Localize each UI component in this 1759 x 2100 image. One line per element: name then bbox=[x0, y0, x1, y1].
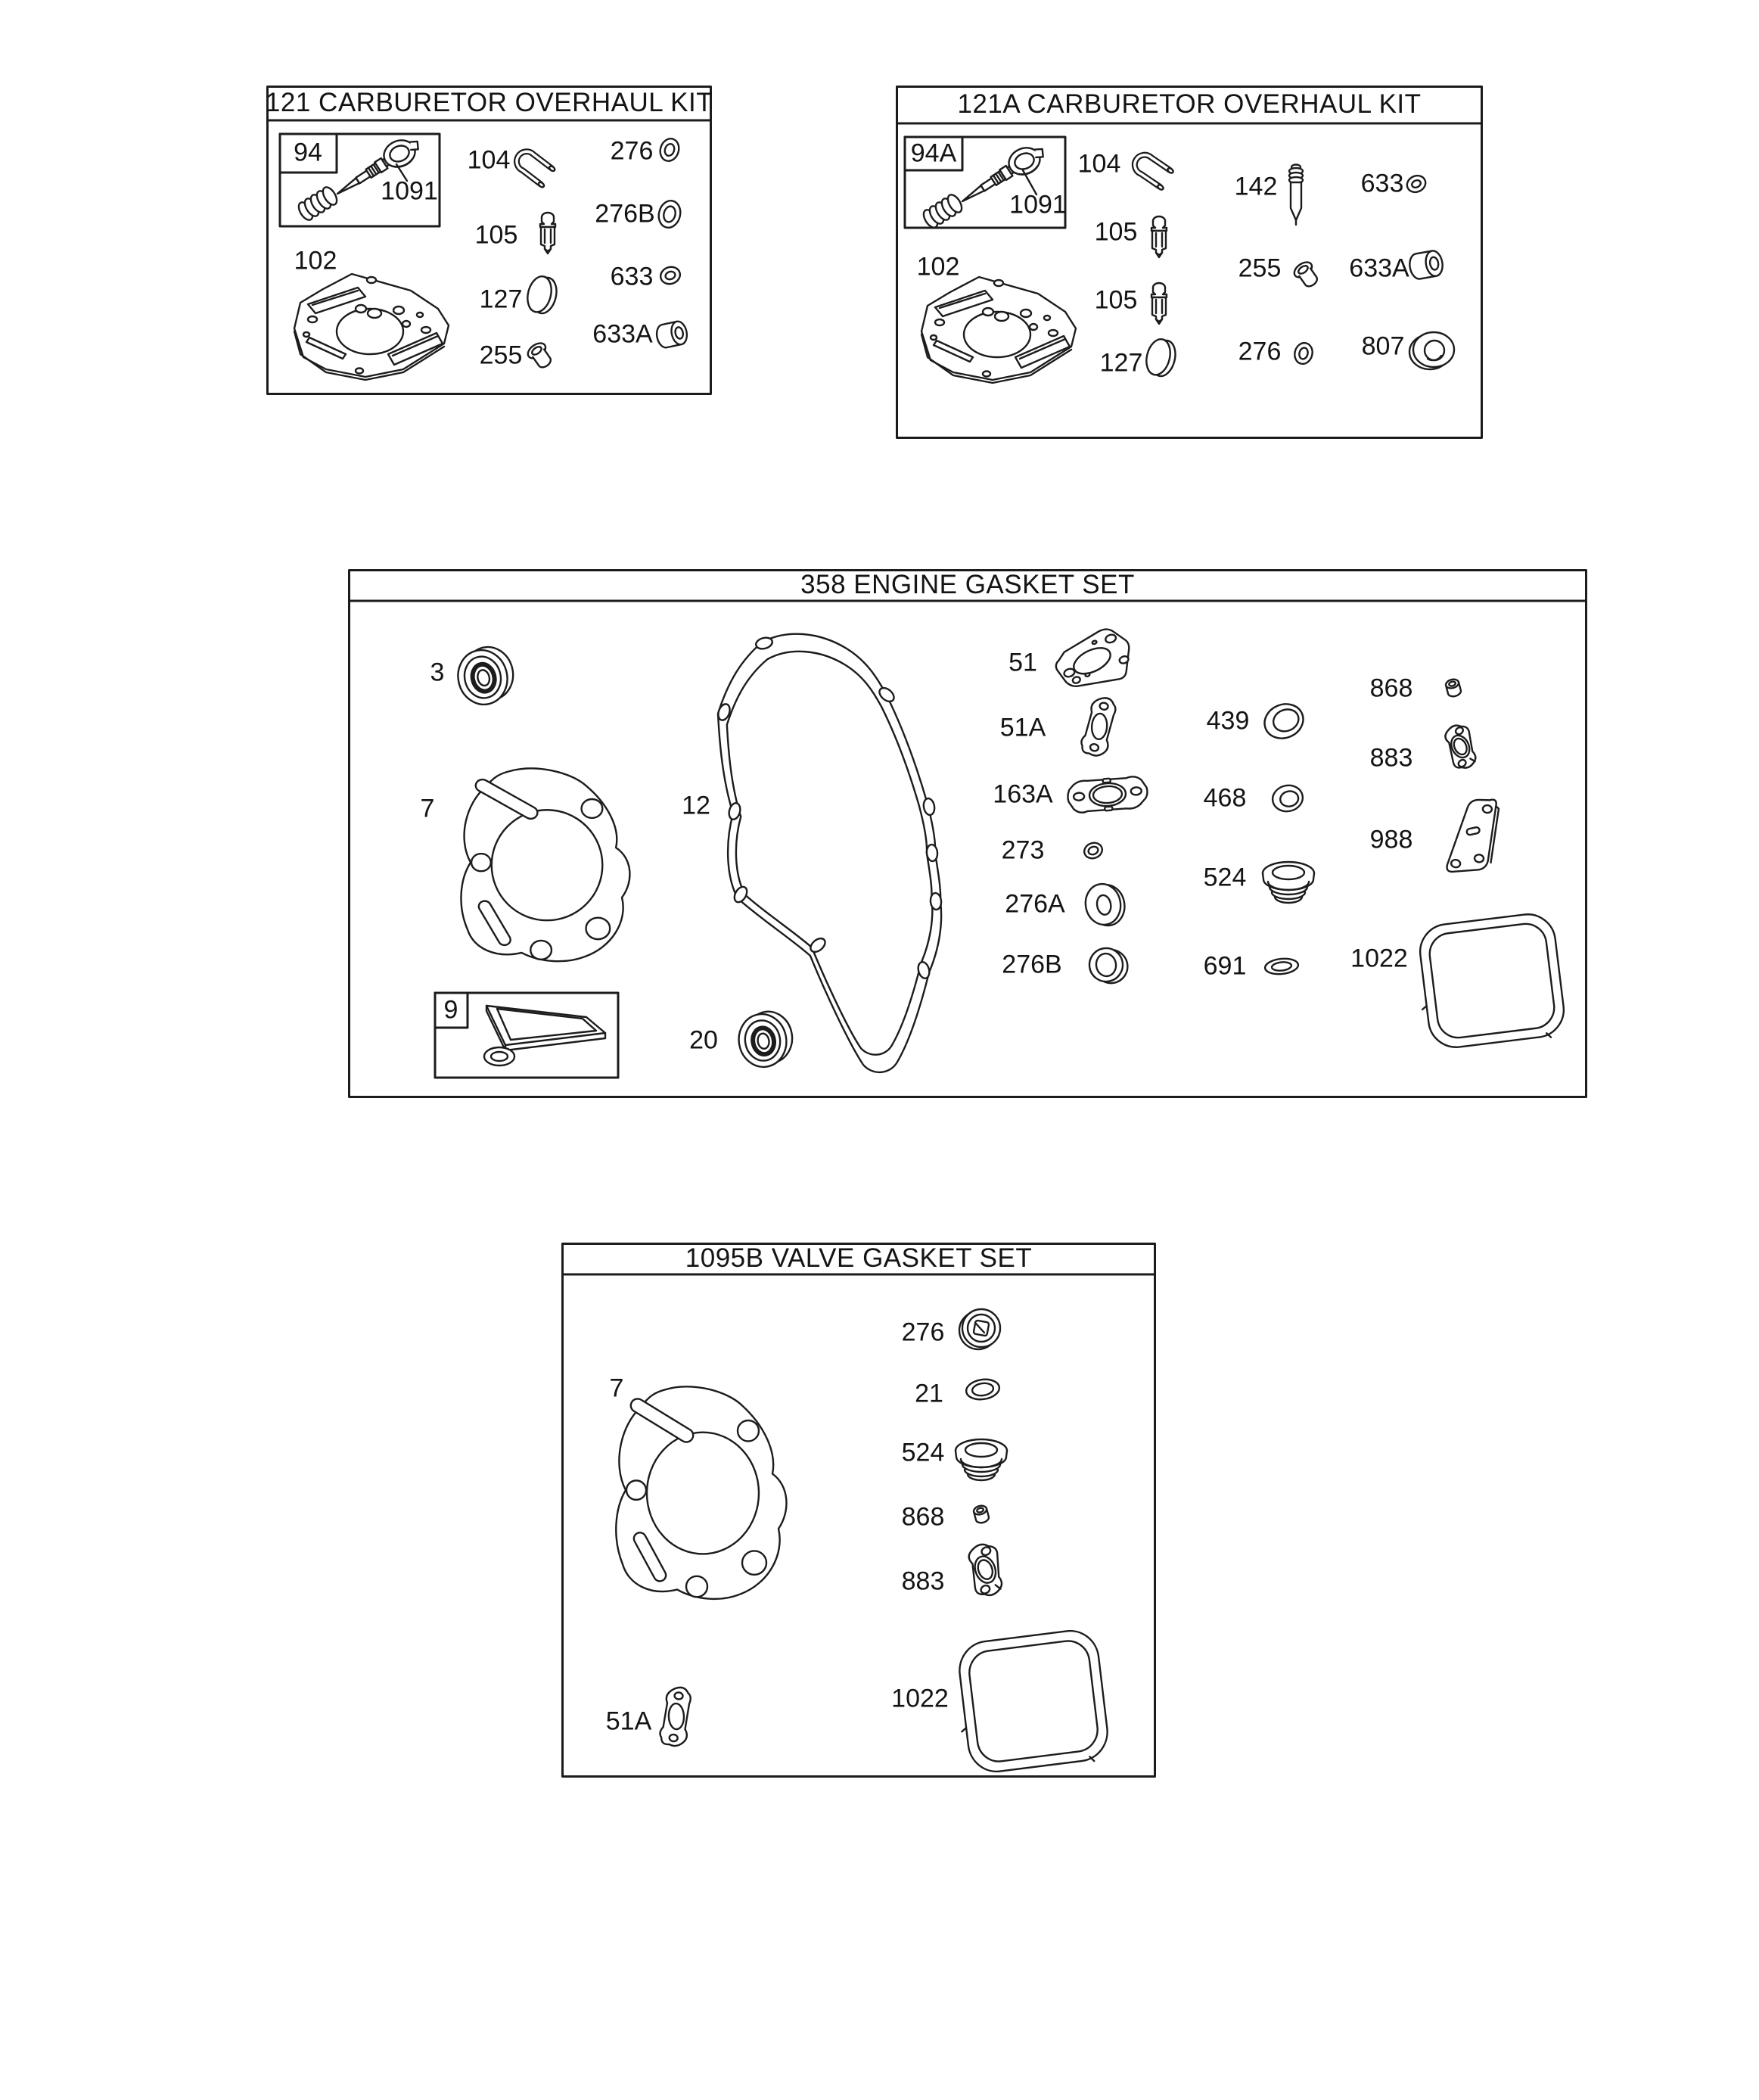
panel-121-carburetor-overhaul-kit bbox=[266, 86, 712, 395]
part-label-439: 439 bbox=[1206, 706, 1250, 736]
part-label-883: 883 bbox=[901, 1566, 945, 1596]
part-7-head-gasket-drawing bbox=[616, 1386, 786, 1599]
panel-1095B-valve-gasket-set bbox=[561, 1243, 1156, 1778]
part-276B-seal-ring-drawing bbox=[1087, 945, 1130, 986]
part-label-12: 12 bbox=[682, 791, 710, 820]
part-label-255: 255 bbox=[479, 341, 523, 370]
part-127-bowl-gasket-drawing bbox=[1143, 337, 1179, 379]
part-label-868: 868 bbox=[1369, 674, 1413, 703]
part-label-102: 102 bbox=[294, 246, 337, 275]
part-255-bushing-drawing bbox=[525, 340, 555, 371]
part-label-7: 7 bbox=[609, 1374, 624, 1403]
part-label-524: 524 bbox=[1203, 863, 1247, 892]
part-label-1022: 1022 bbox=[1350, 944, 1408, 973]
part-label-9: 9 bbox=[443, 995, 458, 1025]
part-label-276B: 276B bbox=[595, 199, 655, 229]
part-1022-cover-gasket-drawing bbox=[1412, 911, 1567, 1053]
part-105-needle-valve-drawing-2 bbox=[1151, 283, 1167, 324]
part-label-691: 691 bbox=[1203, 951, 1247, 981]
part-273-o-ring-drawing bbox=[1082, 840, 1104, 860]
part-label-94A: 94A bbox=[910, 138, 957, 168]
part-276-seal-ring-drawing bbox=[657, 136, 682, 163]
part-276B-seal-ring-drawing bbox=[656, 198, 683, 230]
part-label-633: 633 bbox=[1360, 169, 1404, 198]
part-51A-exhaust-gasket-drawing bbox=[659, 1686, 691, 1747]
part-104-float-pin-drawing bbox=[1133, 151, 1176, 194]
part-633A-bushing-drawing bbox=[654, 320, 688, 349]
part-105-needle-valve-drawing bbox=[1151, 216, 1167, 257]
part-label-51A: 51A bbox=[605, 1706, 652, 1736]
part-3-oil-seal-drawing bbox=[452, 642, 519, 710]
part-label-633: 633 bbox=[610, 262, 654, 291]
part-868-plug-drawing bbox=[973, 1504, 990, 1524]
part-163A-intake-gasket-drawing bbox=[1067, 776, 1148, 814]
panel-358-engine-gasket-set bbox=[348, 569, 1587, 1098]
part-label-468: 468 bbox=[1203, 783, 1247, 813]
part-691-washer-drawing bbox=[1264, 957, 1299, 975]
part-807-seal-drawing bbox=[1409, 332, 1454, 369]
part-label-20: 20 bbox=[689, 1025, 718, 1055]
part-102-gasket-plate-drawing bbox=[921, 277, 1076, 383]
panel-358-title: 358 ENGINE GASKET SET bbox=[800, 570, 1135, 599]
part-868-plug-drawing bbox=[1445, 678, 1462, 698]
part-12-crankcase-gasket-drawing bbox=[716, 634, 942, 1072]
part-label-127: 127 bbox=[1099, 348, 1143, 378]
part-468-seal-drawing bbox=[1270, 782, 1305, 814]
part-label-633A: 633A bbox=[1349, 254, 1409, 283]
part-9-valve-cover-gasket-drawing bbox=[484, 1006, 605, 1066]
part-label-807: 807 bbox=[1361, 331, 1405, 361]
part-439-seal-drawing bbox=[1260, 698, 1309, 744]
part-label-1091: 1091 bbox=[381, 176, 438, 206]
part-21-washer-drawing bbox=[965, 1377, 1000, 1402]
part-883-flange-gasket-drawing bbox=[968, 1542, 1003, 1598]
part-255-bushing-drawing bbox=[1291, 259, 1322, 290]
part-633-washer-drawing bbox=[658, 265, 682, 287]
part-label-524: 524 bbox=[901, 1438, 945, 1467]
part-1022-cover-gasket-drawing bbox=[952, 1628, 1111, 1778]
panel-1095B-title: 1095B VALVE GASKET SET bbox=[685, 1243, 1033, 1273]
part-label-988: 988 bbox=[1369, 825, 1413, 854]
part-label-273: 273 bbox=[1001, 835, 1045, 865]
part-142-idle-screw-drawing bbox=[1289, 165, 1303, 226]
part-label-3: 3 bbox=[430, 658, 445, 687]
part-524-plug-drawing bbox=[1263, 862, 1314, 903]
part-label-94: 94 bbox=[294, 138, 322, 167]
part-988-bracket-gasket-drawing bbox=[1447, 795, 1500, 876]
panel-1095B-drawing bbox=[561, 1243, 1156, 1778]
panel-121-title: 121 CARBURETOR OVERHAUL KIT bbox=[265, 88, 713, 117]
part-label-105a: 105 bbox=[1094, 217, 1138, 247]
part-label-1091: 1091 bbox=[1009, 190, 1067, 219]
part-label-276: 276 bbox=[610, 136, 654, 166]
part-label-163A: 163A bbox=[993, 779, 1053, 809]
part-label-276B: 276B bbox=[1002, 950, 1062, 979]
part-633-washer-drawing bbox=[1404, 173, 1428, 195]
part-127-bowl-gasket-drawing bbox=[524, 274, 561, 316]
part-label-633A: 633A bbox=[592, 319, 653, 349]
part-label-104: 104 bbox=[467, 145, 511, 175]
part-label-7: 7 bbox=[420, 794, 435, 823]
part-label-127: 127 bbox=[479, 285, 523, 314]
part-276-seal-ring-drawing bbox=[1292, 341, 1314, 366]
part-104-float-pin-drawing bbox=[516, 149, 558, 190]
part-524-plug-drawing bbox=[956, 1439, 1007, 1480]
part-label-255: 255 bbox=[1238, 254, 1282, 283]
part-label-276: 276 bbox=[1238, 337, 1282, 366]
part-276A-washer-drawing bbox=[1083, 881, 1128, 929]
part-276-pipe-plug-drawing bbox=[959, 1309, 1000, 1349]
part-label-21: 21 bbox=[915, 1379, 943, 1408]
part-label-276A: 276A bbox=[1005, 889, 1065, 919]
part-label-868: 868 bbox=[901, 1502, 945, 1532]
part-label-142: 142 bbox=[1234, 172, 1278, 201]
part-label-104: 104 bbox=[1077, 149, 1121, 179]
part-633A-bushing-drawing bbox=[1408, 250, 1444, 281]
part-51A-exhaust-gasket-drawing bbox=[1079, 695, 1117, 758]
part-label-105b: 105 bbox=[1094, 285, 1138, 315]
part-51-carb-gasket-drawing bbox=[1049, 624, 1138, 696]
part-105-needle-valve-drawing bbox=[540, 213, 555, 254]
part-label-102: 102 bbox=[916, 252, 960, 282]
part-883-flange-gasket-drawing bbox=[1444, 723, 1478, 771]
part-7-head-gasket-drawing bbox=[461, 768, 629, 961]
panel-121A-carburetor-overhaul-kit bbox=[896, 86, 1483, 439]
part-label-51: 51 bbox=[1008, 648, 1037, 677]
part-label-883: 883 bbox=[1369, 743, 1413, 773]
panel-121A-title: 121A CARBURETOR OVERHAUL KIT bbox=[957, 89, 1422, 119]
part-label-105: 105 bbox=[474, 220, 518, 250]
part-label-1022: 1022 bbox=[891, 1684, 949, 1713]
part-label-51A: 51A bbox=[999, 713, 1046, 742]
part-20-oil-seal-drawing bbox=[735, 1008, 797, 1071]
part-102-gasket-plate-drawing bbox=[294, 274, 449, 380]
part-label-276: 276 bbox=[901, 1318, 945, 1347]
